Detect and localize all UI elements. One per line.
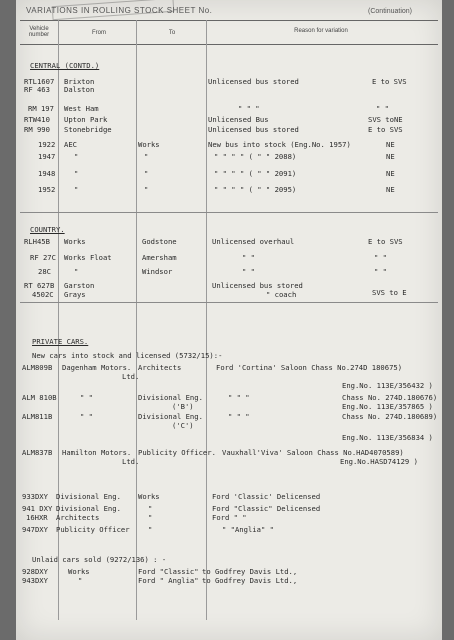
reason-cell: to Godfrey Davis Ltd., xyxy=(202,567,298,576)
reason-cell: Unlicensed bus stored xyxy=(212,281,303,290)
from-cell: Brixton xyxy=(64,77,95,86)
vehicle-number: RTW410 xyxy=(24,115,50,124)
reason-cell: " " " xyxy=(228,393,250,402)
from-cell: Publicity Officer xyxy=(56,525,130,534)
from-cell: Divisional Eng. xyxy=(56,492,121,501)
reason-cell: " coach xyxy=(266,290,297,299)
vehicle-number: 933DXY xyxy=(22,492,48,501)
from-cell: Ltd. xyxy=(122,372,140,381)
reason-cell: Eng.No. 113E/356834 ) xyxy=(342,433,433,442)
reason-cell: Ford " " xyxy=(212,513,247,522)
extra-cell: " " xyxy=(376,104,389,113)
reason-cell: " " xyxy=(242,253,255,262)
from-cell: " xyxy=(74,267,79,276)
vehicle-number: ALM809B xyxy=(22,363,53,372)
to-cell: " xyxy=(144,169,149,178)
from-cell: " xyxy=(74,185,79,194)
column-header-reason: Reason for variation xyxy=(294,28,348,34)
reason-cell: " " " " ( " " 2095) xyxy=(214,185,297,194)
sheet-title: VARIATIONS IN ROLLING STOCK SHEET No. xyxy=(26,6,213,15)
to-cell: Works xyxy=(138,140,160,149)
vehicle-number: 943DXY xyxy=(22,576,48,585)
column-header-to: To xyxy=(168,30,176,36)
extra-cell: NE xyxy=(386,169,395,178)
to-cell: Ford " Anglia" xyxy=(138,576,199,585)
vehicle-number: 1948 xyxy=(38,169,56,178)
to-cell: Divisional Eng. xyxy=(138,412,203,421)
to-cell: " xyxy=(148,525,153,534)
extra-cell: Chass No. 274D.180689) xyxy=(342,412,438,421)
vehicle-number: RM 197 xyxy=(28,104,54,113)
from-cell: West Ham xyxy=(64,104,99,113)
to-cell: Divisional Eng. xyxy=(138,393,203,402)
to-cell: " xyxy=(148,513,153,522)
vehicle-number: RM 990 xyxy=(24,125,50,134)
document-sheet xyxy=(16,0,442,640)
extra-cell: NE xyxy=(386,185,395,194)
reason-cell: Unlicensed overhaul xyxy=(212,237,295,246)
reason-cell: " " " xyxy=(238,104,260,113)
vehicle-number: 1922 xyxy=(38,140,56,149)
reason-cell: Ford 'Cortina' Saloon Chass No.274D 180675) xyxy=(216,363,403,372)
reason-cell: " " " xyxy=(228,412,250,421)
to-cell: Amersham xyxy=(142,253,177,262)
extra-cell: E to SVS xyxy=(372,77,407,86)
from-cell: Garston xyxy=(64,281,95,290)
column-header-from: From xyxy=(92,30,106,36)
section-heading-central: CENTRAL (CONTD.) xyxy=(30,61,100,70)
from-cell: Works Float xyxy=(64,253,112,262)
reason-cell: Ford "Classic" Delicensed xyxy=(212,504,321,513)
section-heading-country: COUNTRY. xyxy=(30,225,65,234)
to-cell: " xyxy=(144,185,149,194)
reason-cell: to Godfrey Davis Ltd., xyxy=(202,576,298,585)
from-cell: " xyxy=(78,576,83,585)
to-cell: Windsor xyxy=(142,267,173,276)
to-cell: Godstone xyxy=(142,237,177,246)
reason-cell: Unlicensed bus stored xyxy=(208,77,299,86)
extra-cell: Chass No. 274D.180676) xyxy=(342,393,438,402)
vehicle-number: 947DXY xyxy=(22,525,48,534)
header-rule-bottom xyxy=(20,44,438,45)
vehicle-number: 16HXR xyxy=(26,513,48,522)
reason-cell: Eng.No. 113E/357865 ) xyxy=(342,402,433,411)
extra-cell: SVS to E xyxy=(372,288,407,297)
to-cell: Works xyxy=(138,492,160,501)
from-cell: Divisional Eng. xyxy=(56,504,121,513)
reason-cell: " " xyxy=(242,267,255,276)
vehicle-number: 4502C xyxy=(32,290,54,299)
reason-cell: " " " " ( " " 2088) xyxy=(214,152,297,161)
from-cell: AEC xyxy=(64,140,77,149)
row-rule xyxy=(20,302,438,303)
column-header-vehicle: Vehicle number xyxy=(28,26,50,38)
vehicle-number: ALM 810B xyxy=(22,393,57,402)
from-cell: Hamilton Motors. xyxy=(62,448,132,457)
extra-cell: NE xyxy=(386,152,395,161)
extra-cell: E to SVS xyxy=(368,125,403,134)
vehicle-number: ALM811B xyxy=(22,412,53,421)
from-cell: Grays xyxy=(64,290,86,299)
vehicle-number: 928DXY xyxy=(22,567,48,576)
to-cell: Architects xyxy=(138,363,182,372)
extra-cell: NE xyxy=(386,140,395,149)
from-cell: Ltd. xyxy=(122,457,140,466)
continuation-label: (Continuation) xyxy=(368,8,412,15)
vehicle-number: RF 463 xyxy=(24,85,50,94)
column-divider xyxy=(136,20,137,620)
vehicle-number: ALM837B xyxy=(22,448,53,457)
from-cell: Architects xyxy=(56,513,100,522)
from-cell: " " xyxy=(80,412,93,421)
from-cell: Upton Park xyxy=(64,115,108,124)
reason-cell: Eng.No.HASD74129 ) xyxy=(340,457,418,466)
vehicle-number: RLH45B xyxy=(24,237,50,246)
from-cell: New cars into stock and licensed (5732/15):- xyxy=(32,351,223,360)
reason-cell: New bus into stock (Eng.No. 1957) xyxy=(208,140,351,149)
to-cell: Ford "Classic" xyxy=(138,567,199,576)
reason-cell: " " " " ( " " 2091) xyxy=(214,169,297,178)
vehicle-number: 28C xyxy=(38,267,51,276)
column-divider xyxy=(206,20,207,620)
extra-cell: E to SVS xyxy=(368,237,403,246)
vehicle-number: RT 627B xyxy=(24,281,55,290)
section-heading-private: PRIVATE CARS. xyxy=(32,337,89,346)
from-cell: " " xyxy=(80,393,93,402)
reason-cell: " "Anglia" " xyxy=(222,525,274,534)
reason-cell: Ford 'Classic' Delicensed xyxy=(212,492,321,501)
vehicle-number: 1947 xyxy=(38,152,56,161)
from-cell: Unlaid cars sold (9272/136) : - xyxy=(32,555,167,564)
row-rule xyxy=(20,212,438,213)
from-cell: " xyxy=(74,152,79,161)
reason-cell: Eng.No. 113E/356432 ) xyxy=(342,381,433,390)
to-cell: " xyxy=(144,152,149,161)
from-cell: " xyxy=(74,169,79,178)
from-cell: Dagenham Motors. xyxy=(62,363,132,372)
vehicle-number: RF 27C xyxy=(30,253,56,262)
extra-cell: " " xyxy=(374,253,387,262)
reason-cell: Vauxhall'Viva' Saloon Chass No.HAD4070589) xyxy=(222,448,404,457)
header-rule-top xyxy=(20,20,438,21)
vehicle-number: 1952 xyxy=(38,185,56,194)
from-cell: Works xyxy=(68,567,90,576)
extra-cell: SVS toNE xyxy=(368,115,403,124)
from-cell: Works xyxy=(64,237,86,246)
reason-cell: Unlicensed Bus xyxy=(208,115,269,124)
to-cell: Publicity Officer. xyxy=(138,448,216,457)
from-cell: Stonebridge xyxy=(64,125,112,134)
vehicle-number: RTL1607 xyxy=(24,77,55,86)
extra-cell: " " xyxy=(374,267,387,276)
from-cell: Dalston xyxy=(64,85,95,94)
reason-cell: Unlicensed bus stored xyxy=(208,125,299,134)
to-cell: " xyxy=(148,504,153,513)
to-cell: ('C') xyxy=(172,421,194,430)
to-cell: ('B') xyxy=(172,402,194,411)
vehicle-number: 941 DXY xyxy=(22,504,53,513)
